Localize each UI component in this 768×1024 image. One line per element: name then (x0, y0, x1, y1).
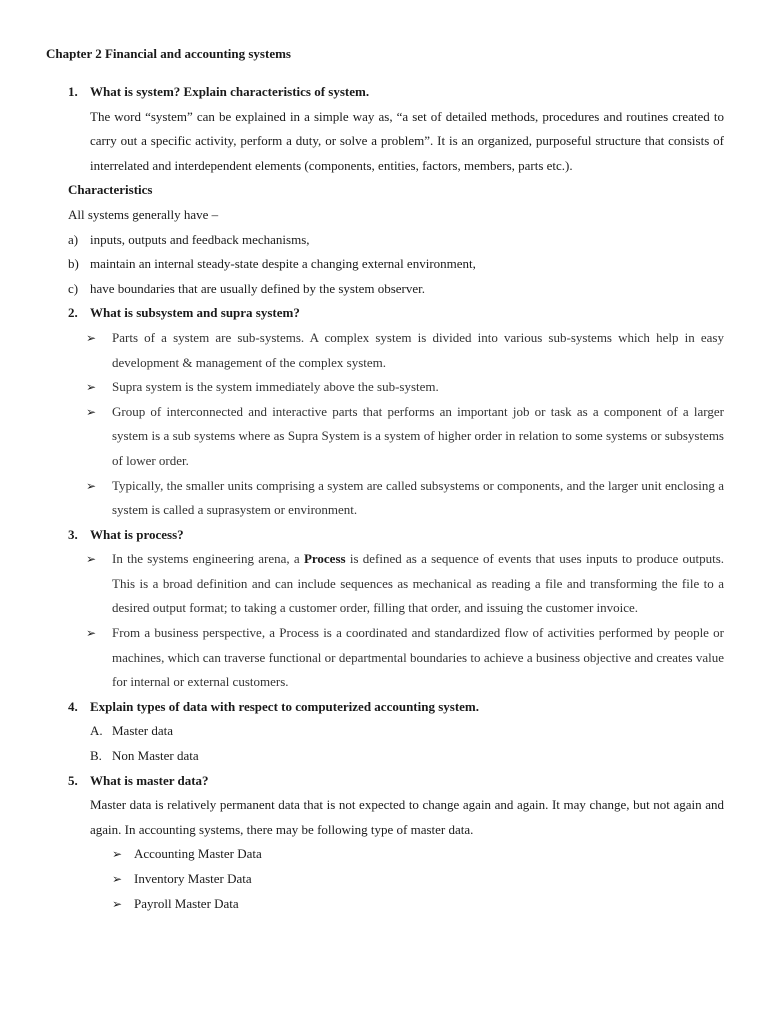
document-content (46, 80, 724, 916)
question-title: What is process? (90, 526, 184, 542)
list-text: maintain an internal steady-state despite a changing external environment, (90, 256, 476, 272)
arrow-bullet-icon: ➢ (86, 552, 97, 567)
arrow-bullet-icon: ➢ (86, 626, 97, 641)
bullet-text: Group of interconnected and interactive parts that performs an important job or task as a component of a larger system is a sub systems where as Supra System is a system of higher order in relation to some systems or subsystems of lower order. (112, 403, 724, 468)
arrow-bullet-icon: ➢ (112, 872, 123, 886)
list-label: c) (68, 280, 79, 296)
bullet-text: Typically, the smaller units comprising a system are called subsystems or components, and the larger unit enclosing a system is called a suprasystem or environment. (112, 477, 724, 518)
question-number: 1. (68, 84, 78, 99)
bullet-text: Inventory Master Data (134, 871, 252, 886)
bullet-text-post: is defined as a sequence of events that uses inputs to produce outputs. This is a broad definition and can include sequences as mechanical as reading a file and transforming the file to a desired output format; to taking a customer order, filling that order, and issuing the customer invoice. (112, 551, 725, 616)
arrow-bullet-icon: ➢ (112, 847, 123, 862)
bullet-text: Parts of a system are sub-systems. A complex system is divided into various sub-systems which help in easy development & management of the complex system. (112, 329, 724, 370)
list-item (68, 228, 724, 253)
master-data-paragraph: Master data is relatively permanent data that is not expected to change again and again. It may change, but not again and again. In accounting systems, there may be following type of master data. (90, 797, 724, 837)
list-text: Master data (112, 723, 174, 739)
question-4-heading (46, 695, 724, 720)
list-item (68, 277, 724, 302)
list-label: A. (90, 723, 103, 739)
bullet-text-pre: In the systems engineering arena, a (112, 551, 304, 567)
question-number: 2. (68, 305, 78, 321)
bullet-item (86, 375, 724, 400)
system-definition-paragraph: The word “system” can be explained in a simple way as, “a set of detailed methods, procedures and routines created to carry out a specific activity, perform a duty, or solve a problem”. It is an organized, purposeful structure that consists of interrelated and interdependent elements (components, entities, factors, members, parts etc.). (90, 108, 724, 173)
arrow-bullet-icon: ➢ (86, 330, 97, 345)
list-text: Non Master data (112, 748, 199, 764)
list-text: inputs, outputs and feedback mechanisms, (90, 231, 310, 247)
characteristics-heading: Characteristics (68, 182, 153, 198)
bullet-item (86, 400, 724, 474)
list-label: a) (68, 231, 79, 247)
question-title: What is system? Explain characteristics of system. (90, 84, 370, 99)
characteristics-intro: All systems generally have – (68, 206, 219, 222)
question-title: What is subsystem and supra system? (90, 305, 300, 321)
bullet-item (112, 842, 724, 867)
question-title: What is master data? (90, 772, 209, 788)
question-title: Explain types of data with respect to computerized accounting system. (90, 698, 480, 714)
arrow-bullet-icon: ➢ (86, 380, 97, 395)
arrow-bullet-icon: ➢ (86, 404, 97, 419)
arrow-bullet-icon: ➢ (86, 478, 97, 493)
question-number: 3. (68, 526, 78, 542)
bullet-text: Supra system is the system immediately above the sub-system. (112, 379, 439, 395)
question-2-heading (46, 301, 724, 326)
bullet-text: Accounting Master Data (134, 846, 262, 862)
chapter-title: Chapter 2 Financial and accounting systems (46, 46, 291, 61)
question-number: 4. (68, 698, 78, 714)
question-3-heading (46, 523, 724, 548)
bullet-item (86, 474, 724, 523)
bullet-text: Payroll Master Data (134, 895, 239, 911)
question-number: 5. (68, 772, 78, 788)
list-text: have boundaries that are usually defined by the system observer. (90, 280, 426, 296)
process-keyword: Process (303, 551, 346, 567)
bullet-item (112, 867, 724, 892)
list-item (90, 719, 724, 744)
list-label: B. (90, 748, 102, 764)
question-1-heading (46, 80, 724, 105)
list-label: b) (68, 256, 79, 272)
bullet-text: From a business perspective, a Process is a coordinated and standardized flow of activities performed by people or machines, which can traverse functional or departmental boundaries to achieve a business objective and creates value for internal or external customers. (112, 625, 724, 690)
list-item (68, 252, 724, 277)
bullet-item (86, 547, 724, 621)
bullet-item (112, 892, 724, 917)
bullet-text (112, 547, 724, 621)
list-item (90, 744, 724, 769)
bullet-item (86, 621, 724, 695)
question-5-heading (46, 769, 724, 794)
arrow-bullet-icon: ➢ (112, 896, 123, 911)
bullet-item (86, 326, 724, 375)
